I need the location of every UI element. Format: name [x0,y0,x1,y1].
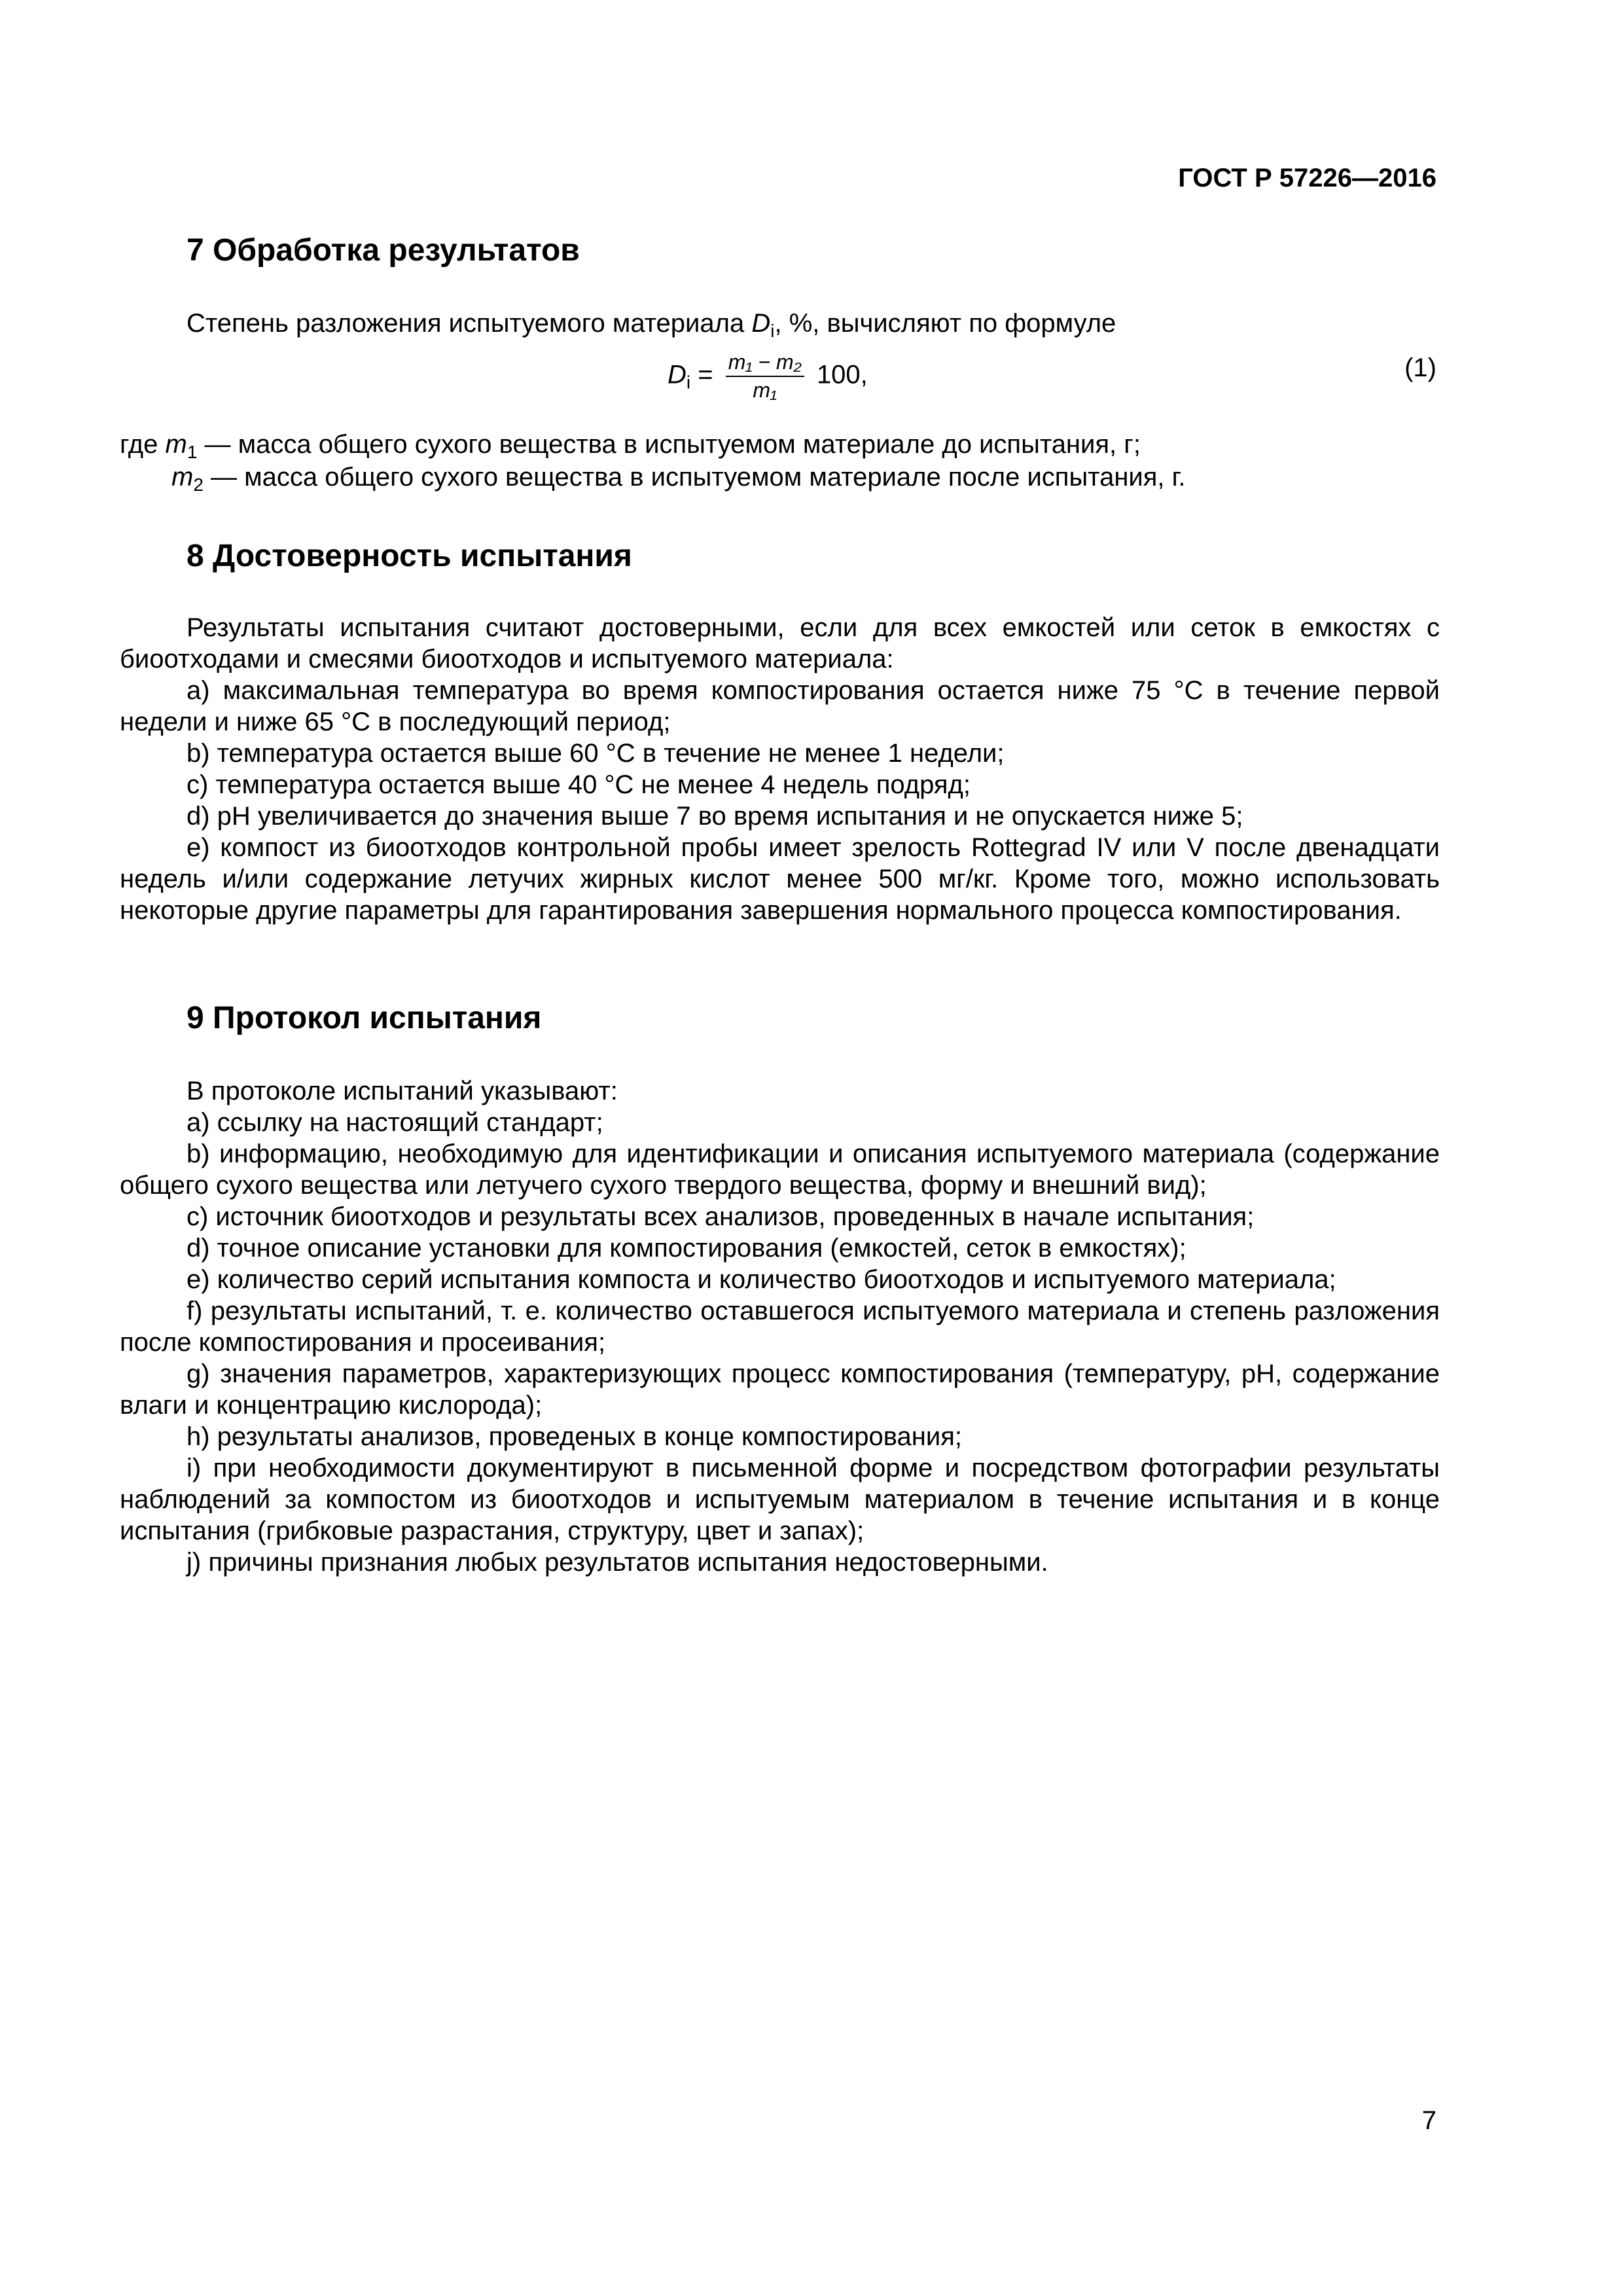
section-7-intro [187,308,1440,347]
m1-description: — масса общего сухого вещества в испытуемом материале до испытания, г; [204,430,1141,459]
section-8-item-b: b) температура остается выше 60 °С в течение не менее 1 недели; [187,739,1005,768]
section-9-item-d: d) точное описание установки для компостирования (емкостей, сеток в емкостях); [187,1234,1186,1263]
section-9-item-g: g) значения параметров, характеризующих процесс компостирования (температуру, pH, содержание влаги и концентрацию кислорода); [120,1359,1440,1420]
section-9-intro: В протоколе испытаний указывают: [187,1077,618,1105]
where-m2 [171,461,1185,501]
section-9-heading: 9 Протокол испытания [187,1001,542,1035]
section-8-item-e: e) компост из биоотходов контрольной пробы имеет зрелость Rottegrad IV или V после двенадцати недель и/или содержание летучих жирных кислот менее 500 мг/кг. Кроме того, можно использовать некоторые другие параметры для гарантирования завершения нормального процесса компостирования. [120,833,1440,925]
section-8-item-d: d) pH увеличивается до значения выше 7 во время испытания и не опускается ниже 5; [187,802,1243,831]
section-9-item-e: e) количество серий испытания компоста и количество биоотходов и испытуемого материала; [187,1265,1336,1294]
m1-symbol: m [165,430,187,459]
formula-numerator: m₁ − m₂ [726,350,804,377]
section-7-heading: 7 Обработка результатов [187,233,580,268]
formula-tail: 100, [816,360,868,389]
section-8-item-a: a) максимальная температура во время компостирования остается ниже 75 °С в течение первой недели и ниже 65 °С в последующий период; [120,676,1440,736]
section-9-item-i: i) при необходимости документируют в письменной форме и посредством фотографии результаты наблюдений за компостом из биоотходов и испытуемым материалом в течение испытания и в конце испытания (грибковые разрастания, структуру, цвет и запах); [120,1454,1440,1545]
page-number: 7 [1421,2106,1436,2135]
formula-lhs-subscript: i [686,372,691,393]
section-9-item-c: c) источник биоотходов и результаты всех анализов, проведенных в начале испытания; [187,1202,1255,1231]
formula-number: (1) [1404,353,1436,382]
section-9-item-h: h) результаты анализов, проведеных в конце компостирования; [187,1422,962,1451]
section-9-item-b: b) информацию, необходимую для идентификации и описания испытуемого материала (содержание общего сухого вещества или летучего сухого твердого вещества, форму и внешний вид); [120,1139,1440,1200]
variable-d: D [751,309,771,338]
section-8-intro: Результаты испытания считают достоверными, если для всех емкостей или сеток в емкостях с биоотходами и смесями биоотходов и испытуемого материала: [120,613,1440,673]
formula-lhs: D [668,360,687,389]
m1-subscript: 1 [187,442,198,462]
m2-description: — масса общего сухого вещества в испытуемом материале после испытания, г. [211,463,1186,492]
where-word: где [120,430,158,459]
intro-text: Степень разложения испытуемого материала [187,309,752,338]
variable-d-subscript: i [770,321,775,341]
m2-subscript: 2 [193,475,204,495]
formula-fraction [726,350,804,403]
section-8-item-c: c) температура остается выше 40 °С не менее 4 недель подряд; [187,770,971,799]
section-9-item-a: a) ссылку на настоящий стандарт; [187,1108,603,1137]
m2-symbol: m [171,463,194,492]
formula-denominator: m₁ [753,378,777,402]
document-code: ГОСТ Р 57226—2016 [1178,164,1436,192]
formula-1 [668,350,868,403]
formula-equals: = [698,360,713,389]
section-8-heading: 8 Достоверность испытания [187,539,632,573]
section-9-item-j: j) причины признания любых результатов испытания недостоверными. [187,1548,1048,1577]
intro-text-end: , %, вычисляют по формуле [774,309,1116,338]
section-9-item-f: f) результаты испытаний, т. е. количество оставшегося испытуемого материала и степень разложения после компостирования и просеивания; [120,1297,1440,1357]
